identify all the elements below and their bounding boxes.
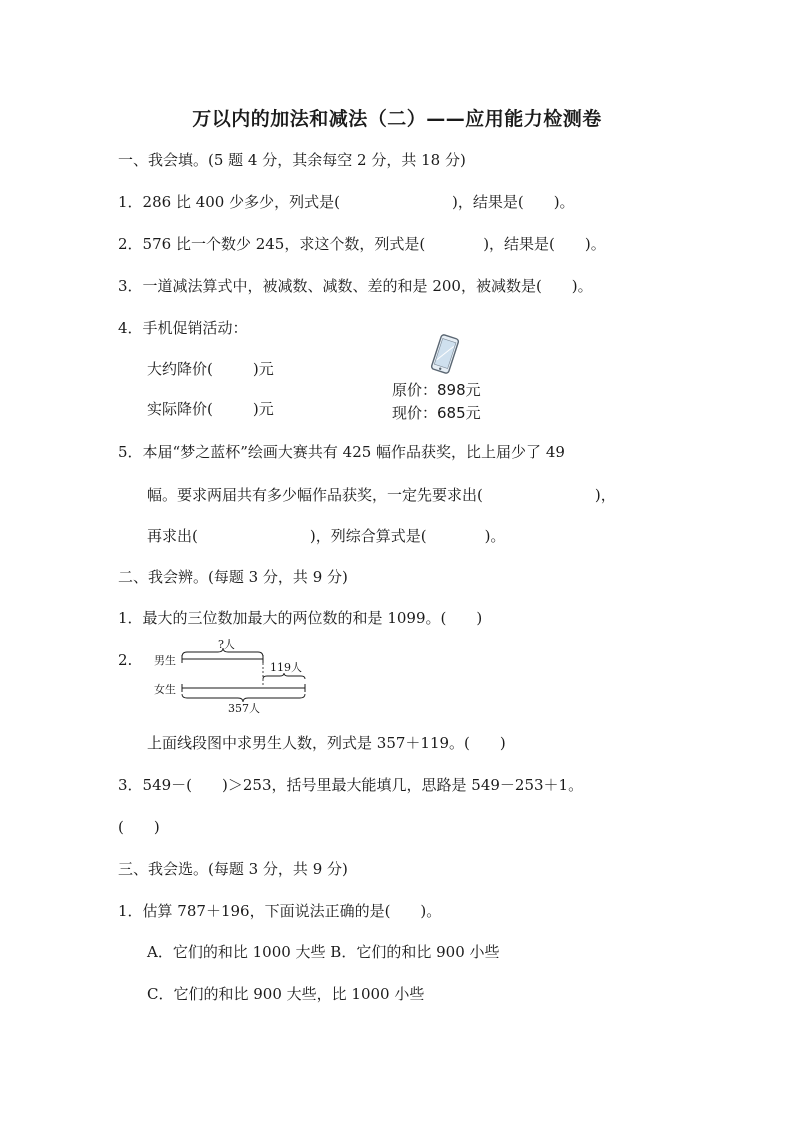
question-1-5-line3 [147, 526, 505, 546]
question-text: )。 [484, 527, 506, 545]
section2-heading: 二、我会辨。(每题 3 分，共 9 分) [118, 568, 348, 586]
unknown-brace [182, 648, 263, 657]
difference-label: 119人 [270, 661, 302, 674]
question-1-4-intro: 4．手机促销活动： [118, 319, 248, 337]
question-1-5-line2 [147, 485, 616, 505]
girls-label: 女生 [154, 683, 176, 696]
question-text: 2．576 比一个数少 245，求这个数，列式是( [118, 235, 426, 253]
boys-label: 男生 [154, 654, 176, 667]
option-c[interactable]: C．它们的和比 900 大些，比 1000 小些 [147, 985, 425, 1003]
actual-discount-line [147, 399, 274, 419]
question-1-1 [118, 192, 575, 212]
question-text: )，列综合算式是( [309, 527, 427, 545]
original-price: 原价：898元 [392, 381, 481, 399]
question-1-3 [118, 276, 593, 296]
question-2-2-text: 上面线段图中求男生人数，列式是 357＋119。( ) [147, 734, 506, 752]
question-text: 再求出( [147, 527, 198, 545]
current-price: 现价：685元 [392, 404, 481, 422]
question-text: )元 [252, 400, 274, 418]
section3-heading: 三、我会选。(每题 3 分，共 9 分) [118, 860, 348, 878]
total-brace [182, 694, 305, 702]
question-2-3-answer: ( ) [118, 818, 160, 836]
line-segment-diagram [148, 635, 318, 715]
question-1-5-line1: 5．本届“梦之蓝杯”绘画大赛共有 425 幅作品获奖，比上届少了 49 [118, 443, 565, 461]
question-2-2-number: 2. [118, 651, 133, 669]
page-title: 万以内的加法和减法（二）——应用能力检测卷 [192, 108, 602, 130]
options-a-b[interactable]: A．它们的和比 1000 大些 B．它们的和比 900 小些 [147, 943, 500, 961]
question-text: )，结果是( [483, 235, 555, 253]
question-text: 幅。要求两届共有多少幅作品获奖，一定先要求出( [147, 486, 483, 504]
question-text: )。 [571, 277, 593, 295]
phone-icon [424, 334, 466, 374]
question-text: 大约降价( [147, 360, 213, 378]
estimated-discount-line [147, 359, 274, 379]
question-text: )，结果是( [451, 193, 524, 211]
question-text: 1．286 比 400 少多少，列式是( [118, 193, 340, 211]
question-2-3: 3．549－( )＞253，括号里最大能填几，思路是 549－253＋1。 [118, 776, 584, 794]
section1-heading: 一、我会填。(5 题 4 分，其余每空 2 分，共 18 分) [118, 151, 466, 169]
question-text: )， [594, 486, 616, 504]
question-2-1: 1．最大的三位数加最大的两位数的和是 1099。( ) [118, 609, 483, 627]
question-text: )。 [553, 193, 575, 211]
total-label: 357人 [228, 702, 260, 715]
question-1-2 [118, 234, 606, 254]
unknown-label: ?人 [218, 638, 235, 651]
question-3-1: 1．估算 787＋196，下面说法正确的是( )。 [118, 902, 442, 920]
question-text: )。 [584, 235, 606, 253]
question-text: 实际降价( [147, 400, 213, 418]
question-text: 3．一道减法算式中，被减数、减数、差的和是 200，被减数是( [118, 277, 542, 295]
question-text: )元 [252, 360, 274, 378]
